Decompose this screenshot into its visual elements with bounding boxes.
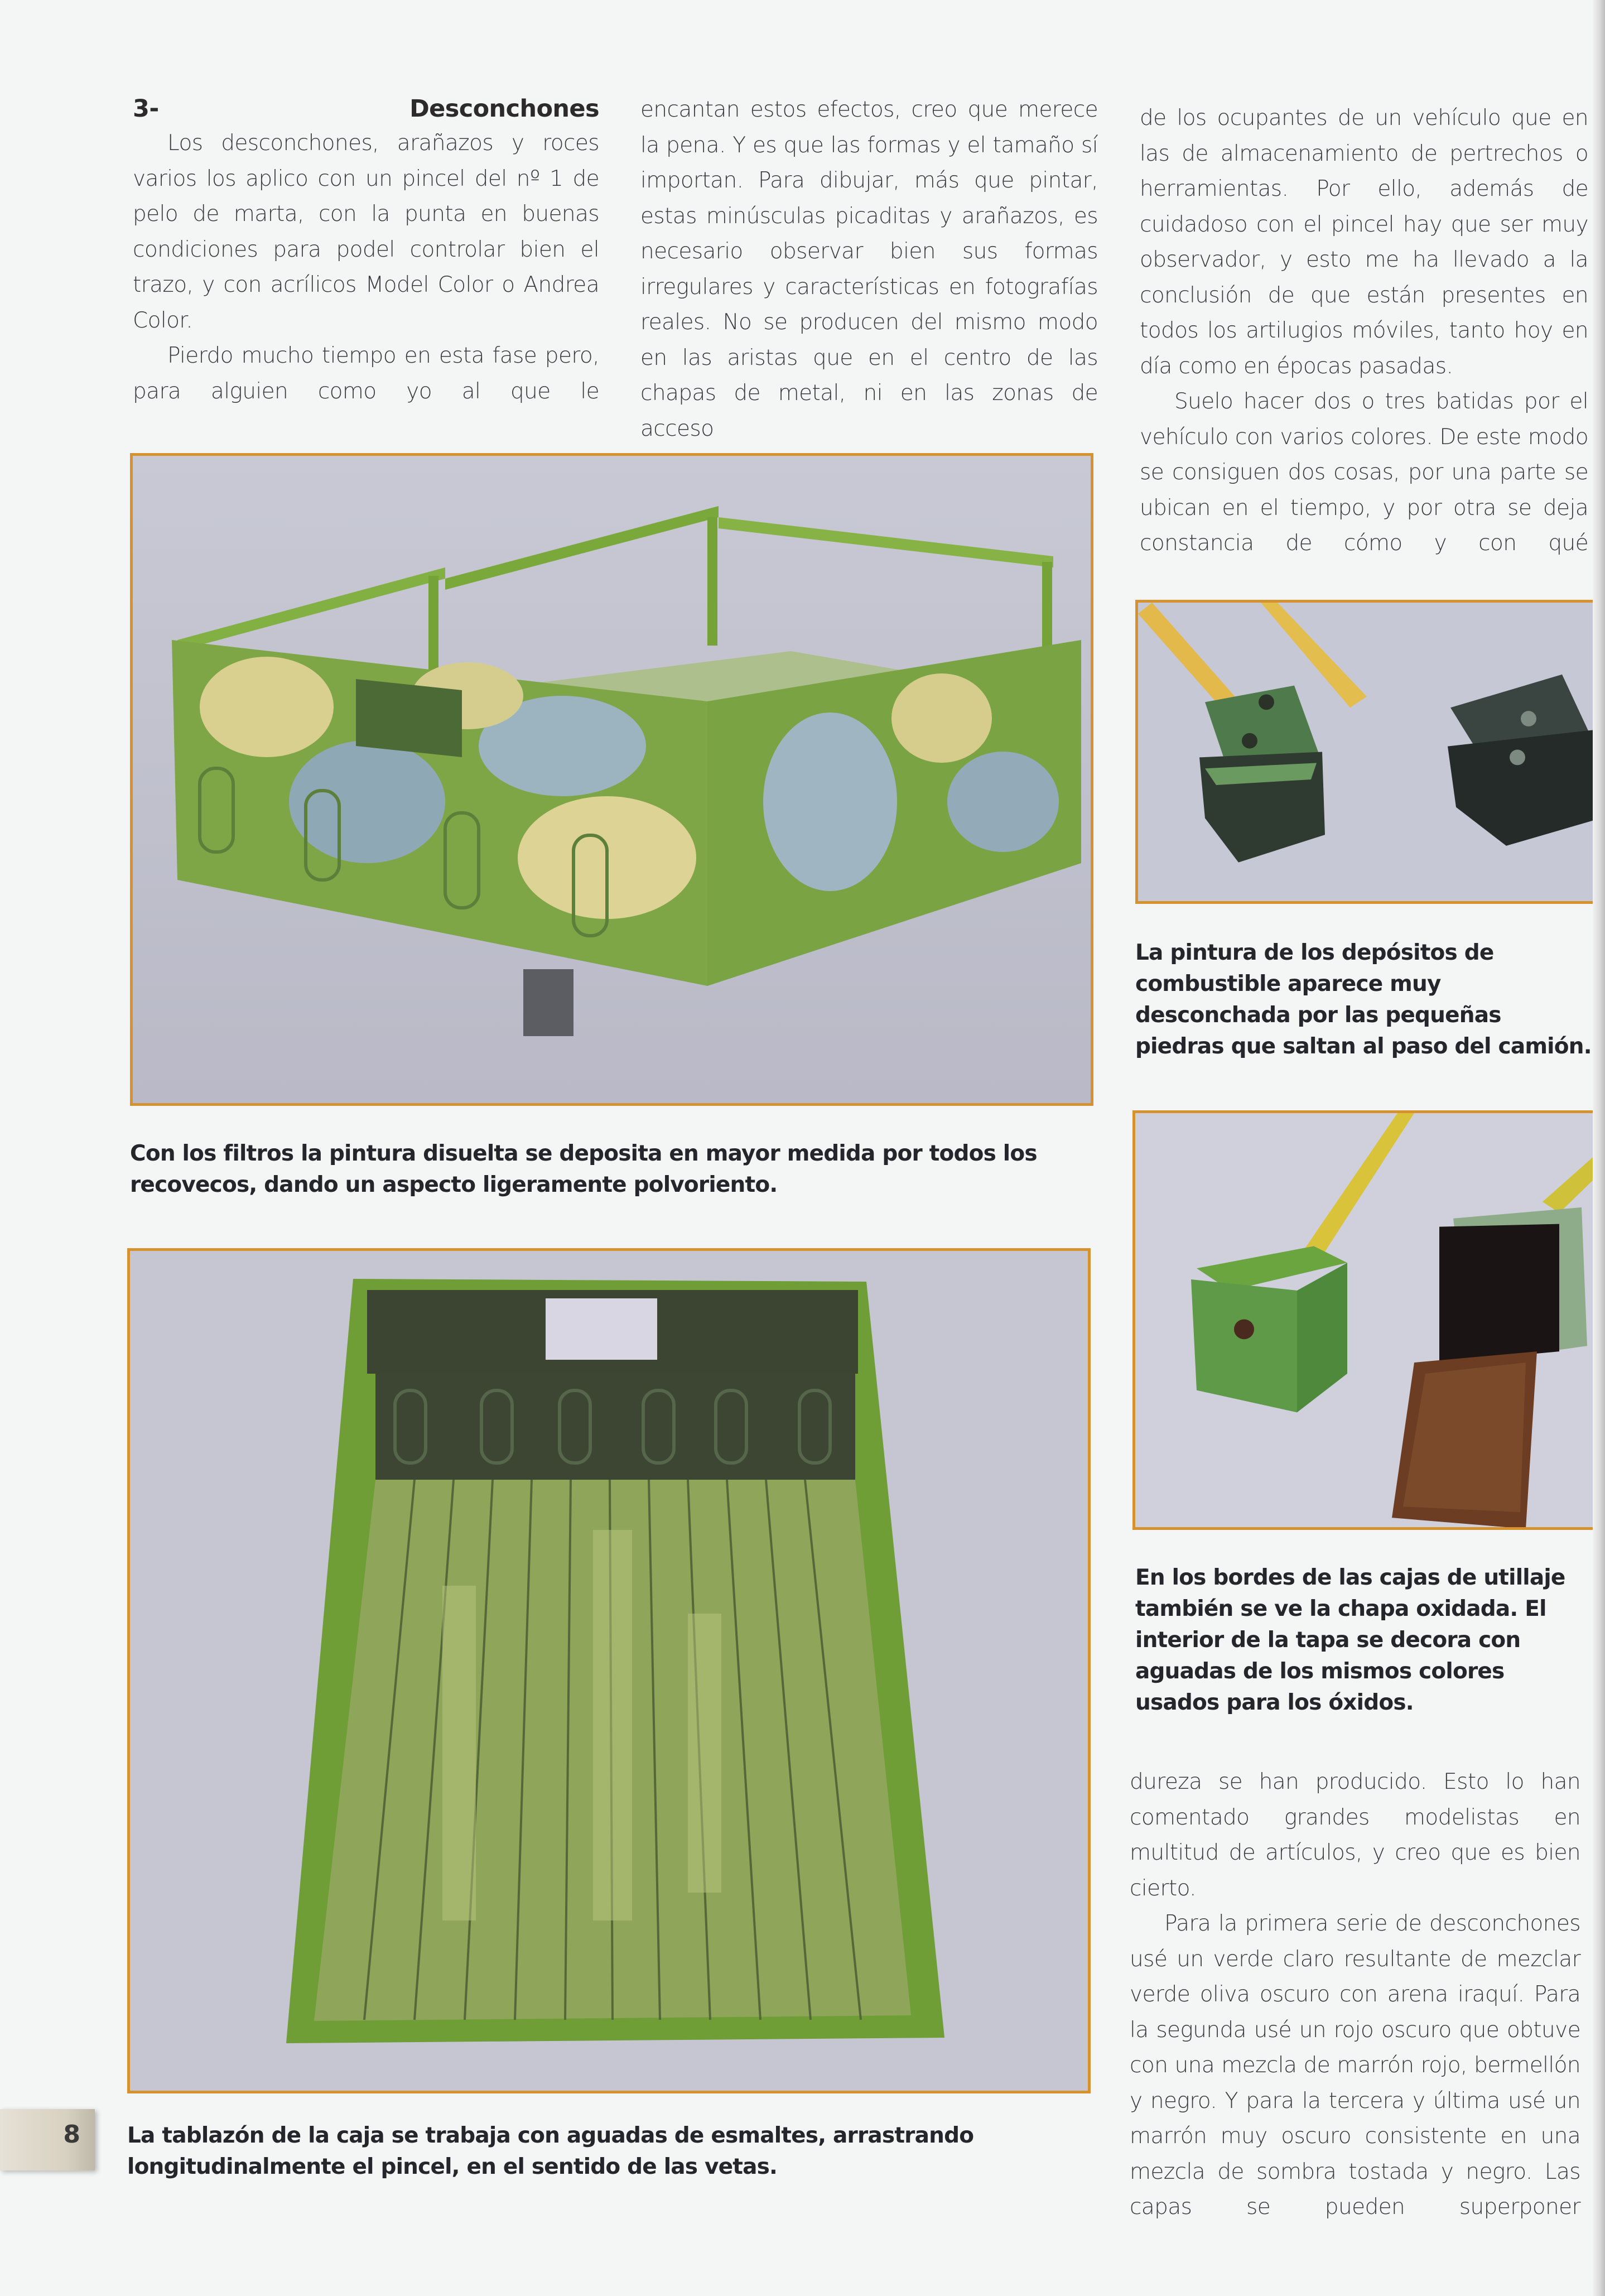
article-column-3-top xyxy=(1140,100,1588,561)
caption-text: En los bordes de las cajas de utillaje también se ve la chapa oxidada. El interior de la tapa se decora con aguadas de los mismos colores usados para los óxidos. xyxy=(1135,1565,1565,1715)
paragraph: Pierdo mucho tiempo en esta fase pero, para alguien como yo al que le xyxy=(133,343,599,404)
section-heading: 3- Desconchones xyxy=(133,95,599,123)
caption-text: La tablazón de la caja se trabaja con aguadas de esmaltes, arrastrando longitudinalmente el pincel, en el sentido de las vetas. xyxy=(127,2123,974,2179)
page-number: 8 xyxy=(63,2120,80,2149)
tool-boxes-illustration xyxy=(1135,1113,1605,1527)
page-number-tab xyxy=(0,2109,95,2170)
caption-text: Con los filtros la pintura disuelta se deposita en mayor medida por todos los recovecos, dando un aspecto ligeramente polvoriento. xyxy=(130,1141,1037,1197)
article-column-2 xyxy=(640,92,1098,446)
paragraph: dureza se han producido. Esto lo han comentado grandes modelistas en multitud de artículos, y creo que es bien cierto. xyxy=(1130,1769,1580,1901)
caption-fuel-tanks xyxy=(1135,937,1593,1062)
paragraph: de los ocupantes de un vehículo que en las de almacenamiento de pertrechos o herramientas. Por ello, además de cuidadoso con el pincel hay que ser muy observador, y esto me ha llevado a la conclusión de que están presentes en todos los artilugios móviles, tanto hoy en día como en épocas pasadas. xyxy=(1140,105,1588,379)
paragraph: encantan estos efectos, creo que merece la pena. Y es que las formas y el tamaño sí importan. Para dibujar, más que pintar, estas minúsculas picaditas y arañazos, es necesario observar bien sus formas irregulares y características en fotografías reales. No se producen del mismo modo en las aristas que en el centro de las chapas de metal, ni en las zonas de acceso xyxy=(640,97,1098,441)
caption-truck-bed-top xyxy=(127,2120,992,2183)
photo-truck-bed-top xyxy=(127,1248,1091,2093)
article-column-1 xyxy=(133,92,599,409)
paragraph: Para la primera serie de desconchones usé un verde claro resultante de mezclar verde oliva oscuro con arena iraquí. Para la segunda usé un rojo oscuro que obtuve con una mezcla de marrón rojo, bermellón y negro. Y para la tercera y última usé un marrón muy oscuro consistente en una mezcla de sombra tostada y negro. Las capas se pueden superponer xyxy=(1130,1911,1580,2220)
caption-text: La pintura de los depósitos de combustible aparece muy desconchada por las pequeñas piedras que saltan al paso del camión. xyxy=(1135,940,1592,1059)
page-spine-shadow xyxy=(1593,0,1605,2296)
photo-fuel-tanks xyxy=(1135,600,1605,904)
paragraph: Los desconchones, arañazos y roces varios los aplico con un pincel del nº 1 de pelo de marta, con la punta en buenas condiciones para podel controlar bien el trazo, y con acrílicos Model Color o Andrea Color. xyxy=(133,131,599,333)
truck-bed-top-illustration xyxy=(130,1251,1088,2091)
photo-tool-boxes xyxy=(1132,1110,1605,1530)
truck-bed-illustration xyxy=(133,456,1091,1103)
fuel-tanks-illustration xyxy=(1138,603,1605,901)
paragraph: Suelo hacer dos o tres batidas por el vehículo con varios colores. De este modo se consiguen dos cosas, por una parte se ubican en el tiempo, y por otra se deja constancia de cómo y con qué xyxy=(1140,389,1588,556)
photo-truck-bed-side xyxy=(130,453,1093,1106)
caption-truck-bed-side xyxy=(130,1138,1050,1201)
article-column-3-bottom xyxy=(1130,1764,1580,2225)
caption-tool-boxes xyxy=(1135,1562,1593,1719)
